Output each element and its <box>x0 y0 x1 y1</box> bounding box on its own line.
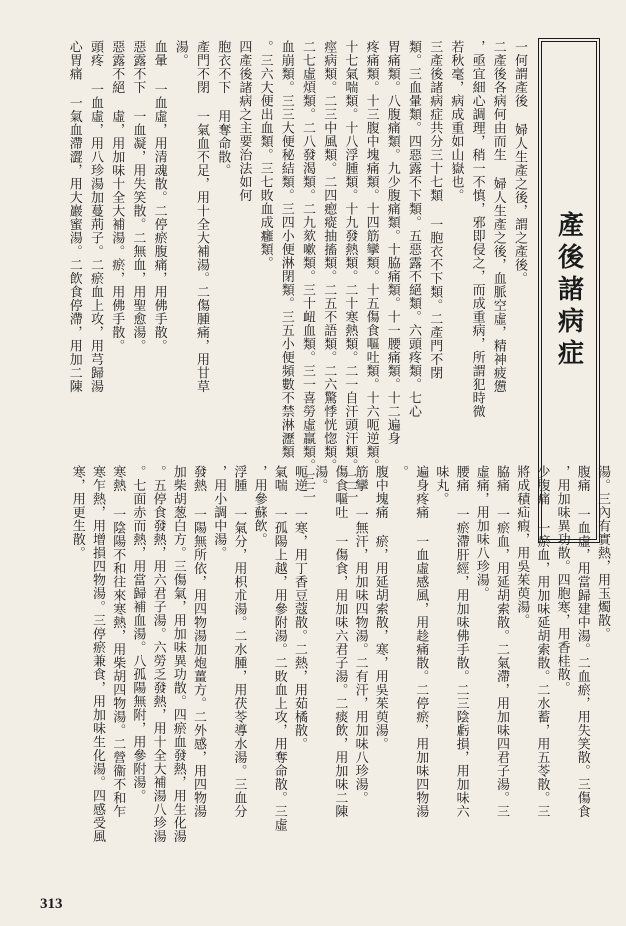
text-column: 疼痛類。十三腹中塊痛類。十四筋攣類。十五傷食嘔吐類。十六呃逆類。 <box>363 40 379 472</box>
text-column: 腹痛 一血虛，用當歸建中湯。二血瘀，用失笑散。三傷食 <box>574 465 590 818</box>
text-column: 湯。三內有實熱，用玉燭散。 <box>595 465 610 641</box>
text-column: 血暈 一血虛，用清魂散。二停瘀腹痛，用佛手散。 <box>151 40 167 353</box>
text-column: 頭疼 一血虛，用八珍湯加蔓荊子。二瘀血上攻，用芎歸湯 <box>88 40 103 393</box>
text-column: ，用加味異功散。四胞寒，用香桂散。 <box>554 465 570 695</box>
text-column: 腹中塊痛 瘀，用延胡索散，寒，用吳茱萸湯。 <box>372 465 388 751</box>
text-column: 遍身疼痛 一血虛感風，用趁痛散。二停瘀，用加味四物湯 <box>413 465 429 818</box>
text-column: 湯。 <box>312 465 328 492</box>
text-column: ，亟宜細心調理，稍一不慎，邪即侵之，而成重病，所謂犯時微 <box>469 40 485 418</box>
text-column: 。五停食發熱，用六君子湯。六勞乏發熱，用十全大補湯八珍湯 <box>150 465 166 843</box>
text-column: 二產後各病何由而生 婦人生產之後，血脈空虛，精神疲憊 <box>490 40 506 393</box>
text-column: 筋攣 一無汗，用加味四物湯。二有汗，用加味八珍湯。 <box>352 465 368 805</box>
text-column: 湯。 <box>172 40 188 67</box>
text-column: 。 <box>393 465 408 479</box>
text-column: 呃逆 一寒，用丁香豆蔻散。二熱，用茹橘散。 <box>292 465 307 751</box>
text-column: 胃痛類。八腹痛類。九少腹痛類。十脇痛類。十一腰痛類。十二遍身 <box>384 40 400 445</box>
text-column: 血崩類。三三大便秘結類。三四小便淋閉類。三五小便頻數不禁淋瀝類 <box>278 40 294 459</box>
text-column: 虛痛，用加味八珍湯。 <box>473 465 489 600</box>
text-column: 少腹痛 一瘀血，用加味延胡索散。二水蓄，用五苓散。三 <box>534 465 550 818</box>
page-title: 產後諸病症 <box>553 210 584 371</box>
text-column: 產門不閉 一氣血不足，用十全大補湯。二傷腫痛，用甘草 <box>194 40 209 393</box>
text-column: 。三六大便出血類。三七敗血成癰類。 <box>257 40 273 270</box>
text-column: 痙病類。二三中風類。二四瘛瘲抽搐類。二五不語類。二六驚悸恍惚類。 <box>321 40 337 472</box>
text-column: 十七氣喘類。十八浮腫類。十九發熱類。二十寒熱類。二一自汗頭汗類。二二 <box>342 40 358 499</box>
text-column: 將成積疝瘕，用吳茱萸湯。 <box>514 465 530 627</box>
text-column: 腰痛 一瘀滯肝經，用加味佛手散。二三陰虧損，用加味六 <box>453 465 469 818</box>
text-column: 氣喘 一孤陽上越，用參附湯。二敗血上攻，用奪命散。三虛 <box>271 465 287 832</box>
text-column: 二七虛煩類。二八發渴類。二九欬嗽類。三十衄血類。三一喜勞虛羸類。三二 <box>300 40 315 499</box>
text-column: 傷食嘔吐 一傷食，用加味六君子湯。二痰飲，用加味二陳 <box>332 465 348 818</box>
text-column: 惡露不下 一血凝，用失笑散。二無血，用聖愈湯。 <box>130 40 146 353</box>
text-column: 寒乍熱，用增損四物湯。三停瘀兼食，用加味生化湯。四感受風 <box>90 465 105 843</box>
text-column: 寒熱 一陰陽不和往來寒熱，用柴胡四物湯。二營衞不和乍 <box>110 465 126 818</box>
text-column: 味丸。 <box>433 465 449 506</box>
page-number: 313 <box>40 896 63 912</box>
text-column: ，用參蘇飲。 <box>251 465 267 546</box>
text-column: 寒，用更生散。 <box>69 465 85 560</box>
text-column: 。七面赤而熱，用當歸補血湯。八孤陽無附，用參附湯。 <box>130 465 146 803</box>
text-column: 若秋毫，病成重如山嶽也。 <box>448 40 464 202</box>
text-column: ，用小調中湯。 <box>211 465 227 560</box>
text-column: 脇痛 一瘀血，用延胡索散。二氣滯，用加味四君子湯。三 <box>494 465 509 818</box>
text-column: 胞衣不下 用奪命散。 <box>215 40 231 177</box>
text-column: 惡露不絕 虛，用加味十全大補湯。瘀，用佛手散。 <box>109 40 125 353</box>
text-column: 加柴胡葱白方。三傷氣，用加味異功散。四瘀血發熱，用生化湯 <box>170 465 186 843</box>
text-column: 三產後諸病症共分三十七類 一胞衣不下類。二產門不閉 <box>427 40 443 380</box>
text-column: 類。三血暈類。四惡露不下類。五惡露不絕類。六頭疼類。七心 <box>406 40 421 418</box>
text-column: 四產後諸病之主要治法如何 <box>236 40 252 202</box>
text-column: 心胃痛 一氣血滯澀，用大巖蜜湯。二飲食停滯，用加二陳 <box>66 40 82 393</box>
text-column: 發熱 一陽無所依，用四物湯加炮薑方。二外感，用四物湯 <box>191 465 206 818</box>
text-column: 浮腫 一氣分，用枳朮湯。二水腫，用茯苓導水湯。三血分 <box>231 465 247 818</box>
text-column: 一何謂產後 婦人生產之後，謂之產後。 <box>512 40 527 285</box>
